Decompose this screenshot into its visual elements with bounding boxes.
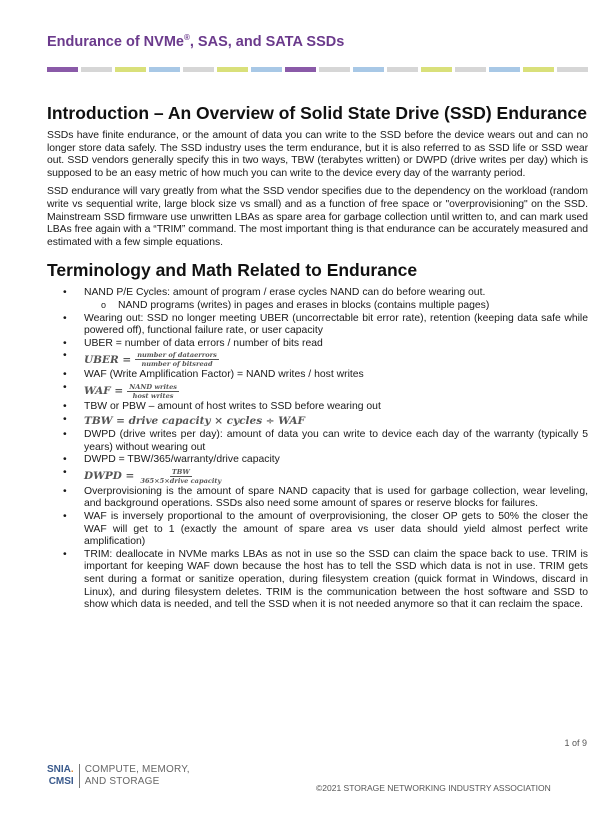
header-title-rest: , SAS, and SATA SSDs xyxy=(189,33,345,50)
logo-divider xyxy=(79,764,80,788)
dwpd-formula xyxy=(47,467,588,486)
color-bar-segment xyxy=(387,67,418,72)
snia-logo xyxy=(47,764,190,788)
waf-formula xyxy=(47,382,588,401)
list-item-nand-sub: o NAND programs (writes) in pages and erases in blocks (contains multiple pages) xyxy=(84,300,588,313)
logo-cmsi-text: CMSI xyxy=(48,776,74,787)
dwpd-numerator: TBW xyxy=(171,467,190,476)
terminology-list xyxy=(47,287,588,611)
list-item-nand xyxy=(47,287,588,312)
list-item-waf: • WAF (Write Amplification Factor) = NAND writes / host writes xyxy=(47,369,588,382)
uber-lhs: • UBER = xyxy=(84,353,132,366)
logo-tagline xyxy=(85,764,190,788)
uber-denominator: number of bitsread xyxy=(141,360,213,369)
color-bar-segment xyxy=(421,67,452,72)
list-item-uber: • UBER = number of data errors / number of bits read xyxy=(47,338,588,351)
list-item-tbw: • TBW or PBW – amount of host writes to SSD before wearing out xyxy=(47,401,588,414)
intro-paragraph-2: SSD endurance will vary greatly from what the SSD vendor specifies due to the dependency on the workload (random write vs sequential write, large block size vs small) and as a function of free space or "overprovisioning" on the SSD. Mainstream SSD firmware use unwritten LBAs as spare area for garbage collection until written to, and can mark used LBAs free again with a “TRIM” command. The most important thing is that endurance can be accurately measured and estimated with a few simple equations. xyxy=(47,186,588,248)
color-bar-segment xyxy=(183,67,214,72)
uber-numerator: number of dataerrors xyxy=(137,351,217,360)
color-bar-segment xyxy=(47,67,78,72)
header-title-text: Endurance of NVMe xyxy=(47,33,184,50)
registered-mark: ® xyxy=(183,33,190,42)
logo-snia-text: SNIA xyxy=(47,764,71,775)
uber-fraction xyxy=(135,351,219,368)
snia-logo-mark xyxy=(47,764,74,788)
page-number: 1 of 9 xyxy=(564,738,587,748)
dwpd-equation xyxy=(84,468,223,485)
color-bar-segment xyxy=(557,67,588,72)
waf-equation xyxy=(84,383,179,400)
header-color-bar xyxy=(47,67,588,72)
color-bar-segment xyxy=(353,67,384,72)
color-bar-segment xyxy=(251,67,282,72)
color-bar-segment xyxy=(523,67,554,72)
list-item-wearing: • Wearing out: SSD no longer meeting UBER (uncorrectable bit error rate), retention (keeping data safe while powered off), functional failure rate, or user capacity xyxy=(47,313,588,338)
color-bar-segment xyxy=(285,67,316,72)
list-item-dwpd-calc: • DWPD = TBW/365/warranty/drive capacity xyxy=(47,454,588,467)
waf-fraction xyxy=(127,383,179,400)
copyright-notice: ©2021 STORAGE NETWORKING INDUSTRY ASSOCIATION xyxy=(316,783,551,793)
color-bar-segment xyxy=(149,67,180,72)
dwpd-fraction xyxy=(138,468,223,485)
intro-heading: Introduction – An Overview of Solid State Drive (SSD) Endurance xyxy=(47,103,587,123)
document-header-title xyxy=(47,33,344,50)
uber-formula xyxy=(47,350,588,369)
nand-text: NAND P/E Cycles: amount of program / erase cycles NAND can do before wearing out. xyxy=(84,287,486,299)
uber-equation xyxy=(84,351,219,368)
terminology-heading: Terminology and Math Related to Endurance xyxy=(47,260,418,281)
color-bar-segment xyxy=(319,67,350,72)
intro-paragraph-1: SSDs have finite endurance, or the amount of data you can write to the SSD before the device wears out and can no longer store data safely. The SSD industry uses the term endurance, but it is also referred to as SSD life or SSD wear out. SSD vendors generally specify this in two ways, TBW (terabytes written) or DWPD (drive writes per day) which is supposed to be an easy metric of how much you can write to the device every day of the warranty period. xyxy=(47,130,588,179)
logo-dot: . xyxy=(70,764,74,775)
dwpd-denominator: 365×5×drive capacity xyxy=(140,476,222,485)
color-bar-segment xyxy=(81,67,112,72)
waf-lhs: • WAF = xyxy=(84,385,124,398)
color-bar-segment xyxy=(115,67,146,72)
color-bar-segment xyxy=(217,67,248,72)
waf-numerator: NAND writes xyxy=(129,382,177,391)
list-item-overprovisioning: • Overprovisioning is the amount of spare NAND capacity that is used for garbage collection, wear leveling, and background operations. SSDs also need some amount of spares or reserve blocks for failures. xyxy=(47,486,588,511)
list-item-trim: • TRIM: deallocate in NVMe marks LBAs as not in use so the SSD can claim the space back to use. TRIM is important for keeping WAF down because the host has to tell the SSD which data is not in use. TRIM gets sent during a format or sanitize operation, during filesystem creation (quick format in Windows, discard in Linux), and during filesystem deletes. TRIM is the communication between the host software and SSD to show which data is needed, and tell the SSD when it is not needed anymore so that it can reclaim the space. xyxy=(47,549,588,612)
tbw-formula xyxy=(47,414,588,430)
color-bar-segment xyxy=(489,67,520,72)
tbw-equation: TBW = drive capacity × cycles ÷ WAF xyxy=(84,414,305,427)
list-item-waf-op: • WAF is inversely proportional to the amount of overprovisioning, the closer OP gets to 50% the closer the WAF will get to 1 (exactly the amount of spare area vs user data should yield almost perfect write amplification) xyxy=(47,511,588,549)
dwpd-lhs: • DWPD = xyxy=(84,470,135,483)
logo-tagline-line1: COMPUTE, MEMORY, xyxy=(84,764,190,775)
color-bar-segment xyxy=(455,67,486,72)
logo-tagline-line2: AND STORAGE xyxy=(84,776,160,787)
main-content xyxy=(47,102,588,612)
list-item-dwpd: • DWPD (drive writes per day): amount of data you can write to device each day of the warranty (typically 5 years) without wearing out xyxy=(47,429,588,454)
nand-sublist xyxy=(84,300,588,313)
waf-denominator: host writes xyxy=(132,391,174,400)
